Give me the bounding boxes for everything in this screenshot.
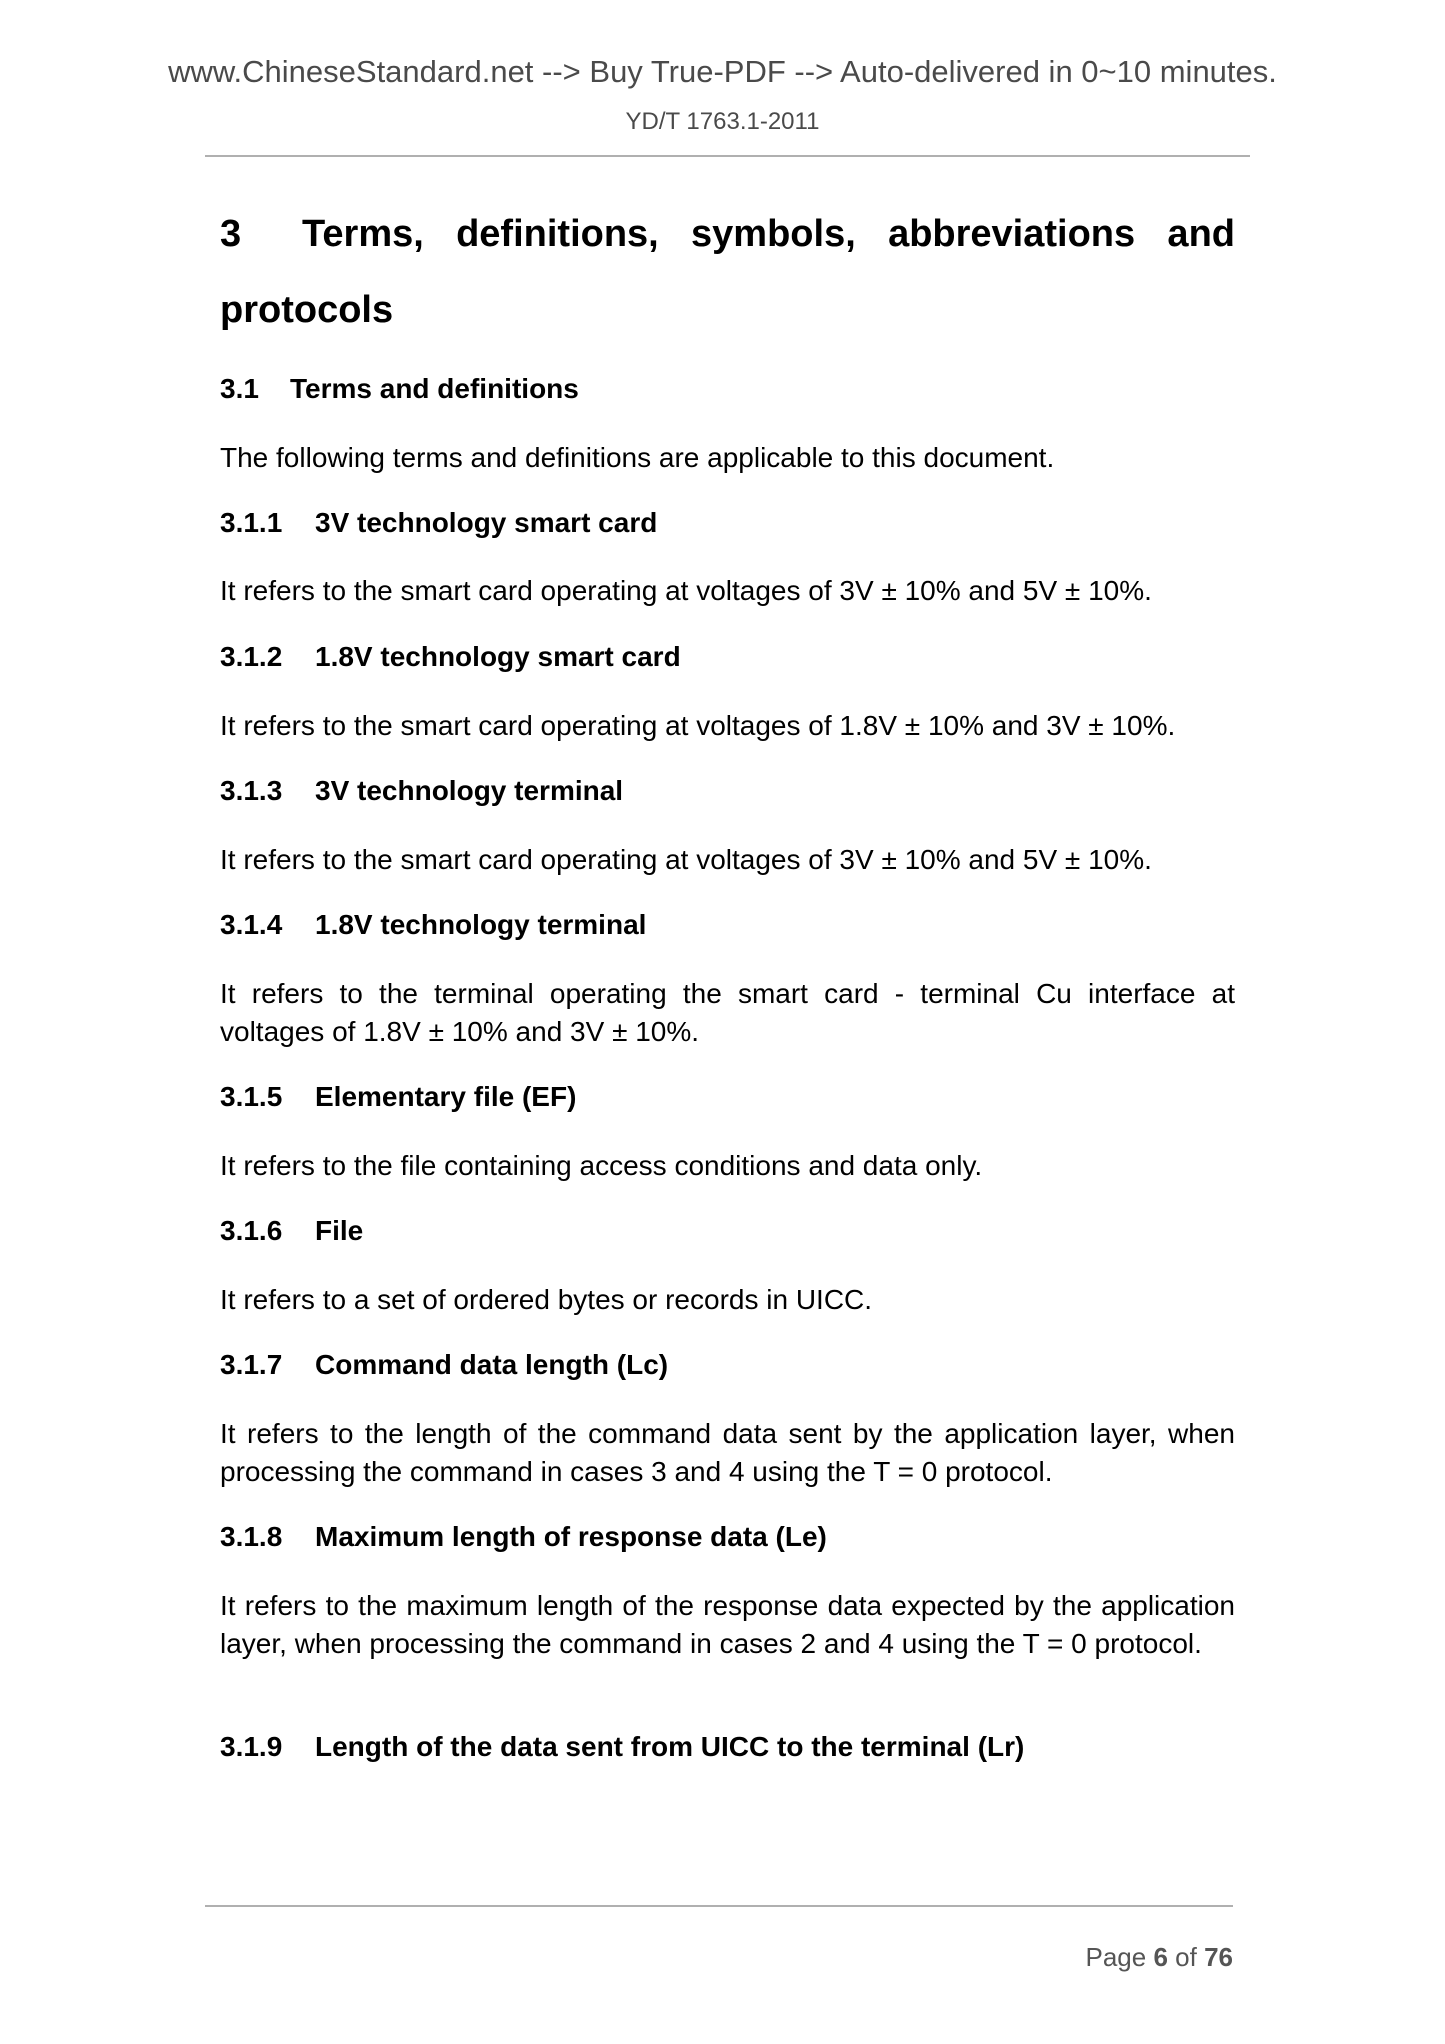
section-title-line2: protocols	[220, 289, 394, 331]
term-definition: It refers to the terminal operating the smart card - terminal Cu interface at voltages of 1.8V ± 10% and 3V ± 10%.	[220, 978, 1235, 1047]
term-definition: It refers to the file containing access conditions and data only.	[220, 1150, 983, 1181]
term-heading: 3.1.7 Command data length (Lc)	[220, 1349, 669, 1380]
watermark-banner: www.ChineseStandard.net --> Buy True-PDF --> Auto-delivered in 0~10 minutes.	[168, 54, 1277, 89]
subsection-title: Terms and definitions	[290, 373, 579, 404]
subsection-number: 3.1	[220, 373, 259, 404]
header-divider	[205, 155, 1250, 157]
subsection-heading	[220, 372, 1235, 406]
term-heading: 3.1.6 File	[220, 1215, 364, 1246]
term-heading: 3.1.8 Maximum length of response data (Le)	[220, 1521, 827, 1552]
current-page: 6	[1153, 1942, 1168, 1972]
term-heading: 3.1.5 Elementary file (EF)	[220, 1081, 577, 1112]
standard-code: YD/T 1763.1-2011	[625, 108, 820, 135]
section-heading	[220, 196, 1235, 348]
section-number: 3	[220, 213, 242, 255]
term-definition: It refers to a set of ordered bytes or records in UICC.	[220, 1284, 873, 1315]
footer-divider	[205, 1905, 1233, 1907]
term-definition: It refers to the smart card operating at voltages of 1.8V ± 10% and 3V ± 10%.	[220, 710, 1176, 741]
term-definition: It refers to the smart card operating at voltages of 3V ± 10% and 5V ± 10%.	[220, 844, 1152, 875]
total-pages: 76	[1204, 1942, 1233, 1972]
term-heading: 3.1.3 3V technology terminal	[220, 775, 624, 806]
section-title-line1: 3 Terms, definitions, symbols, abbreviations and	[220, 196, 1235, 272]
term-heading: 3.1.4 1.8V technology terminal	[220, 909, 647, 940]
term-definition: It refers to the maximum length of the response data expected by the application layer, when processing the command in cases 2 and 4 using the T = 0 protocol.	[220, 1590, 1235, 1659]
page-number: Page 6 of 76	[1085, 1942, 1233, 1972]
term-definition: It refers to the smart card operating at voltages of 3V ± 10% and 5V ± 10%.	[220, 575, 1152, 606]
term-heading: 3.1.9 Length of the data sent from UICC to the terminal (Lr)	[220, 1731, 1025, 1762]
subsection-intro: The following terms and definitions are applicable to this document.	[220, 442, 1055, 473]
term-definition: It refers to the length of the command data sent by the application layer, when processing the command in cases 3 and 4 using the T = 0 protocol.	[220, 1418, 1235, 1487]
term-heading: 3.1.1 3V technology smart card	[220, 507, 658, 538]
term-heading: 3.1.2 1.8V technology smart card	[220, 641, 681, 672]
